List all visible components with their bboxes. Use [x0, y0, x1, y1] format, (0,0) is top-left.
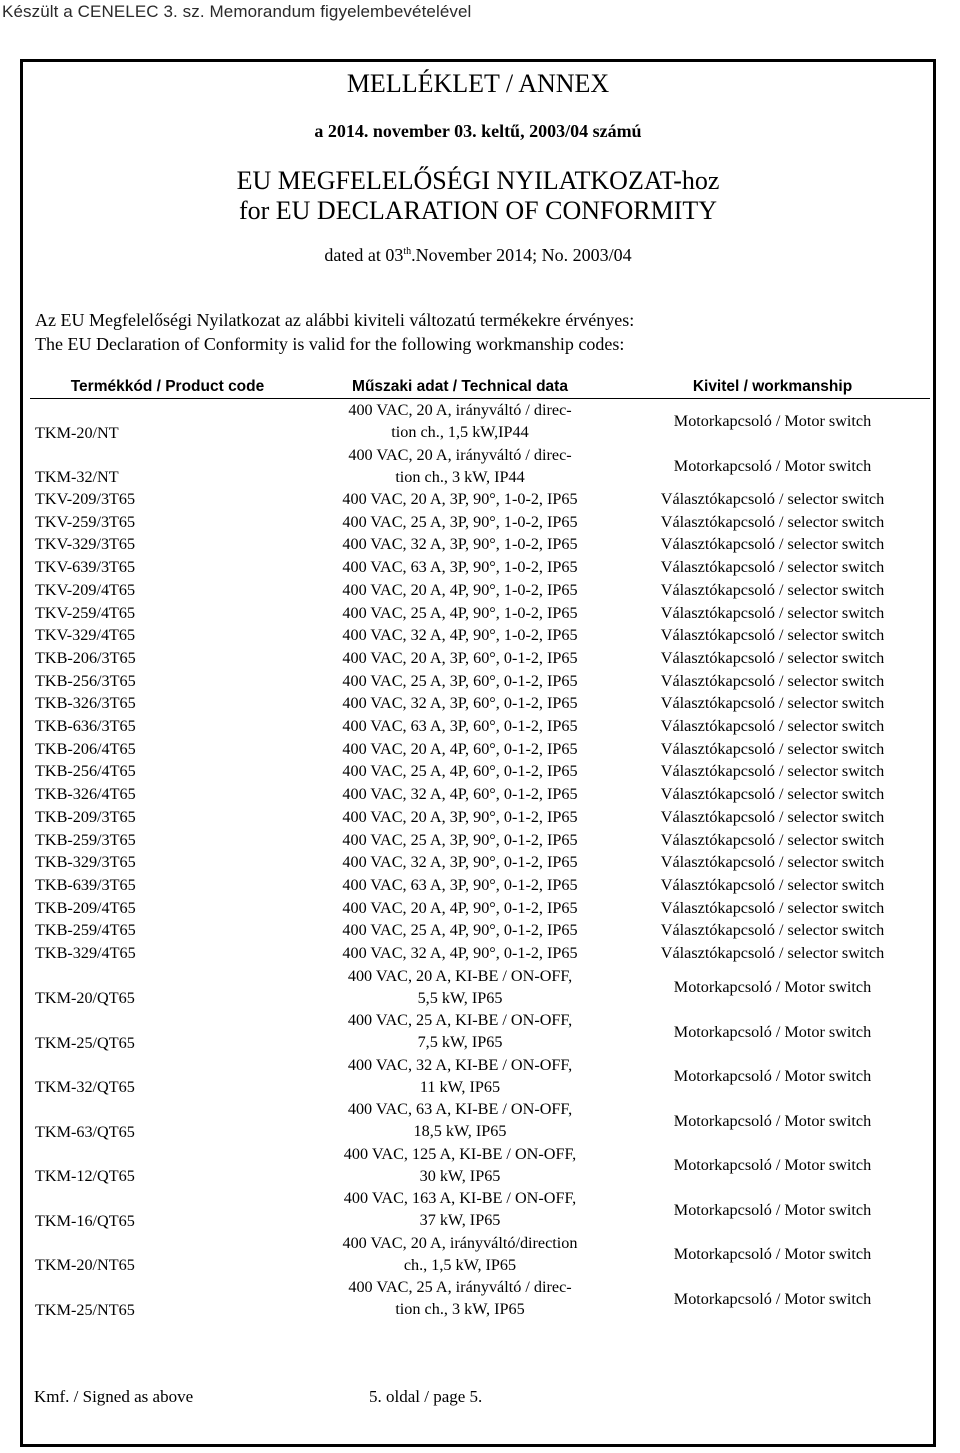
- workmanship-cell: Választókapcsoló / selector switch: [660, 558, 885, 577]
- product-code-cell: TKB-209/3T65: [35, 807, 136, 826]
- technical-data-cell: [305, 579, 615, 602]
- technical-data-line: 400 VAC, 25 A, irányváltó / direc-: [348, 1278, 572, 1297]
- workmanship-cell: Választókapcsoló / selector switch: [660, 944, 885, 963]
- header-technical-data: Műszaki adat / Technical data: [305, 376, 615, 399]
- workmanship-cell: Motorkapcsoló / Motor switch: [673, 1111, 872, 1130]
- technical-data-line: 5,5 kW, IP65: [417, 988, 503, 1007]
- technical-data-cell: [305, 1098, 615, 1143]
- table-row: [30, 1232, 930, 1277]
- table-row: [30, 942, 930, 965]
- technical-data-cell: [305, 602, 615, 625]
- technical-data-line: 400 VAC, 25 A, KI-BE / ON-OFF,: [347, 1011, 573, 1030]
- product-code-cell: TKB-256/4T65: [35, 762, 136, 781]
- table-row: [30, 783, 930, 806]
- product-code-cell: TKM-25/NT65: [35, 1300, 135, 1319]
- table-row: [30, 556, 930, 579]
- technical-data-cell: [305, 874, 615, 897]
- table-row: [30, 1143, 930, 1188]
- table-row: [30, 1187, 930, 1232]
- product-code-cell: TKB-209/4T65: [35, 898, 136, 917]
- technical-data-cell: [305, 715, 615, 738]
- product-code-cell: TKB-259/4T65: [35, 921, 136, 940]
- technical-data-line: 30 kW, IP65: [419, 1166, 501, 1185]
- technical-data-line: 18,5 kW, IP65: [413, 1122, 507, 1141]
- workmanship-cell: Választókapcsoló / selector switch: [660, 807, 885, 826]
- technical-data-cell: [305, 851, 615, 874]
- product-code-cell: TKV-209/4T65: [35, 580, 136, 599]
- workmanship-cell: Választókapcsoló / selector switch: [660, 626, 885, 645]
- technical-data-cell: [305, 829, 615, 852]
- table-row: [30, 444, 930, 489]
- table-row: [30, 738, 930, 761]
- technical-data-cell: [305, 647, 615, 670]
- table-header-row: [30, 376, 930, 399]
- product-code-cell: TKV-639/3T65: [35, 558, 136, 577]
- product-code-cell: TKB-329/3T65: [35, 853, 136, 872]
- technical-data-cell: [305, 1187, 615, 1232]
- workmanship-cell: Választókapcsoló / selector switch: [660, 671, 885, 690]
- technical-data-line: 400 VAC, 32 A, 3P, 90°, 1-0-2, IP65: [342, 535, 578, 554]
- table-row: [30, 1054, 930, 1099]
- technical-data-line: 400 VAC, 125 A, KI-BE / ON-OFF,: [343, 1144, 577, 1163]
- declaration-heading-en: for EU DECLARATION OF CONFORMITY: [238, 196, 718, 225]
- workmanship-cell: Motorkapcsoló / Motor switch: [673, 1022, 872, 1041]
- product-code-cell: TKB-259/3T65: [35, 830, 136, 849]
- technical-data-cell: [305, 897, 615, 920]
- product-code-cell: TKM-20/NT: [35, 423, 119, 442]
- technical-data-line: 400 VAC, 63 A, 3P, 60°, 0-1-2, IP65: [342, 717, 578, 736]
- header-product-code: Termékkód / Product code: [30, 376, 305, 399]
- workmanship-cell: Választókapcsoló / selector switch: [660, 785, 885, 804]
- workmanship-cell: Motorkapcsoló / Motor switch: [673, 456, 872, 475]
- technical-data-line: 11 kW, IP65: [419, 1077, 501, 1096]
- technical-data-line: 400 VAC, 32 A, 4P, 60°, 0-1-2, IP65: [342, 785, 578, 804]
- banner-text: Készült a CENELEC 3. sz. Memorandum figyelembevételével: [2, 2, 472, 21]
- annex-title: MELLÉKLET / ANNEX: [346, 69, 610, 98]
- workmanship-cell: Választókapcsoló / selector switch: [660, 603, 885, 622]
- product-code-cell: TKV-329/3T65: [35, 535, 136, 554]
- workmanship-cell: Választókapcsoló / selector switch: [660, 853, 885, 872]
- technical-data-line: 400 VAC, 32 A, 3P, 60°, 0-1-2, IP65: [342, 694, 578, 713]
- workmanship-cell: Választókapcsoló / selector switch: [660, 580, 885, 599]
- product-code-table: [30, 376, 930, 1321]
- table-row: [30, 851, 930, 874]
- workmanship-cell: Választókapcsoló / selector switch: [660, 512, 885, 531]
- product-code-cell: TKV-259/4T65: [35, 603, 136, 622]
- technical-data-cell: [305, 1054, 615, 1099]
- technical-data-line: 400 VAC, 63 A, 3P, 90°, 0-1-2, IP65: [342, 875, 578, 894]
- workmanship-cell: Motorkapcsoló / Motor switch: [673, 1200, 872, 1219]
- workmanship-cell: Választókapcsoló / selector switch: [660, 830, 885, 849]
- technical-data-line: tion ch., 1,5 kW,IP44: [391, 423, 529, 441]
- dated-line: [20, 245, 936, 266]
- technical-data-cell: [305, 965, 615, 1010]
- technical-data-line: 400 VAC, 25 A, 4P, 90°, 0-1-2, IP65: [342, 921, 578, 940]
- technical-data-line: tion ch., 3 kW, IP65: [395, 1300, 525, 1319]
- table-row: [30, 806, 930, 829]
- table-row: [30, 647, 930, 670]
- product-code-cell: TKM-63/QT65: [35, 1122, 135, 1141]
- technical-data-line: 400 VAC, 20 A, 3P, 90°, 1-0-2, IP65: [342, 490, 578, 508]
- technical-data-line: 400 VAC, 63 A, 3P, 90°, 1-0-2, IP65: [342, 558, 578, 577]
- technical-data-line: 400 VAC, 32 A, 3P, 90°, 0-1-2, IP65: [342, 853, 578, 872]
- product-code-cell: TKB-256/3T65: [35, 671, 136, 690]
- technical-data-line: 400 VAC, 20 A, 3P, 90°, 0-1-2, IP65: [342, 807, 578, 826]
- technical-data-cell: [305, 919, 615, 942]
- top-banner: [0, 0, 960, 28]
- technical-data-line: 400 VAC, 20 A, 4P, 60°, 0-1-2, IP65: [342, 739, 578, 758]
- workmanship-cell: Motorkapcsoló / Motor switch: [673, 1067, 872, 1086]
- technical-data-line: 400 VAC, 25 A, 3P, 90°, 0-1-2, IP65: [342, 830, 578, 849]
- workmanship-cell: Választókapcsoló / selector switch: [660, 739, 885, 758]
- technical-data-cell: [305, 942, 615, 965]
- workmanship-cell: Választókapcsoló / selector switch: [660, 717, 885, 736]
- product-code-cell: TKB-639/3T65: [35, 875, 136, 894]
- technical-data-cell: [305, 533, 615, 556]
- workmanship-cell: Választókapcsoló / selector switch: [660, 648, 885, 667]
- technical-data-cell: [305, 624, 615, 647]
- table-row: [30, 874, 930, 897]
- workmanship-cell: Motorkapcsoló / Motor switch: [673, 1156, 872, 1175]
- intro-english: The EU Declaration of Conformity is valid for the following workmanship codes:: [35, 334, 625, 354]
- product-code-cell: TKM-16/QT65: [35, 1211, 135, 1230]
- technical-data-cell: [305, 692, 615, 715]
- signed-note: Kmf. / Signed as above: [34, 1387, 194, 1406]
- technical-data-line: 400 VAC, 20 A, 4P, 90°, 0-1-2, IP65: [342, 898, 578, 917]
- technical-data-line: 400 VAC, 32 A, 4P, 90°, 0-1-2, IP65: [342, 944, 578, 963]
- table-row: [30, 760, 930, 783]
- technical-data-line: 400 VAC, 25 A, 4P, 60°, 0-1-2, IP65: [342, 762, 578, 781]
- technical-data-line: ch., 1,5 kW, IP65: [403, 1255, 517, 1274]
- table-row: [30, 1009, 930, 1054]
- table-row: [30, 624, 930, 647]
- technical-data-line: 400 VAC, 25 A, 4P, 90°, 1-0-2, IP65: [342, 603, 578, 622]
- technical-data-line: 400 VAC, 20 A, KI-BE / ON-OFF,: [347, 966, 573, 985]
- table-row: [30, 602, 930, 625]
- technical-data-cell: [305, 1232, 615, 1277]
- technical-data-line: 400 VAC, 20 A, irányváltó/direction: [342, 1233, 578, 1252]
- product-code-cell: TKV-329/4T65: [35, 626, 136, 645]
- dated-sup: th: [403, 246, 412, 257]
- dated-suffix: .November 2014; No. 2003/04: [411, 245, 632, 265]
- table-row: [30, 1276, 930, 1321]
- product-code-cell: TKM-32/NT: [35, 468, 119, 486]
- technical-data-cell: [305, 399, 615, 444]
- technical-data-line: 400 VAC, 32 A, KI-BE / ON-OFF,: [347, 1055, 573, 1074]
- technical-data-line: 400 VAC, 20 A, irányváltó / direc-: [348, 401, 572, 419]
- product-code-cell: TKB-206/4T65: [35, 739, 136, 758]
- technical-data-cell: [305, 488, 615, 511]
- table-row: [30, 488, 930, 511]
- technical-data-cell: [305, 738, 615, 761]
- technical-data-line: tion ch., 3 kW, IP44: [395, 467, 525, 486]
- technical-data-line: 37 kW, IP65: [419, 1211, 501, 1230]
- technical-data-cell: [305, 511, 615, 534]
- table-row: [30, 1098, 930, 1143]
- table-row: [30, 670, 930, 693]
- product-code-cell: TKM-20/NT65: [35, 1256, 135, 1275]
- technical-data-line: 400 VAC, 25 A, 3P, 90°, 1-0-2, IP65: [342, 512, 578, 531]
- annex-subtitle: a 2014. november 03. keltű, 2003/04 számú: [314, 121, 642, 141]
- product-code-cell: TKM-12/QT65: [35, 1167, 135, 1186]
- table-row: [30, 511, 930, 534]
- product-code-cell: TKM-25/QT65: [35, 1033, 135, 1052]
- table-row: [30, 919, 930, 942]
- technical-data-cell: [305, 1276, 615, 1321]
- product-code-cell: TKB-329/4T65: [35, 944, 136, 963]
- technical-data-line: 400 VAC, 20 A, 3P, 60°, 0-1-2, IP65: [342, 648, 578, 667]
- intro-hungarian: Az EU Megfelelőségi Nyilatkozat az alábbi kiviteli változatú termékekre érvényes:: [35, 310, 635, 330]
- declaration-heading-hu: EU MEGFELELŐSÉGI NYILATKOZAT-hoz: [236, 166, 720, 195]
- product-code-cell: TKM-32/QT65: [35, 1078, 135, 1097]
- workmanship-cell: Motorkapcsoló / Motor switch: [673, 978, 872, 997]
- technical-data-cell: [305, 556, 615, 579]
- workmanship-cell: Választókapcsoló / selector switch: [660, 875, 885, 894]
- workmanship-cell: Választókapcsoló / selector switch: [660, 694, 885, 713]
- table-row: [30, 965, 930, 1010]
- product-code-cell: TKB-326/3T65: [35, 694, 136, 713]
- dated-prefix: dated at 03: [324, 245, 404, 265]
- technical-data-cell: [305, 783, 615, 806]
- product-code-cell: TKM-20/QT65: [35, 989, 135, 1008]
- technical-data-line: 400 VAC, 163 A, KI-BE / ON-OFF,: [343, 1189, 577, 1208]
- technical-data-cell: [305, 670, 615, 693]
- product-code-cell: TKB-206/3T65: [35, 648, 136, 667]
- technical-data-line: 400 VAC, 32 A, 4P, 90°, 1-0-2, IP65: [342, 626, 578, 645]
- technical-data-line: 400 VAC, 20 A, 4P, 90°, 1-0-2, IP65: [342, 580, 578, 599]
- workmanship-cell: Választókapcsoló / selector switch: [660, 921, 885, 940]
- table-row: [30, 692, 930, 715]
- workmanship-cell: Választókapcsoló / selector switch: [660, 762, 885, 781]
- product-code-cell: TKB-326/4T65: [35, 785, 136, 804]
- technical-data-line: 400 VAC, 63 A, KI-BE / ON-OFF,: [347, 1100, 573, 1119]
- table-body: [30, 399, 930, 1321]
- technical-data-cell: [305, 806, 615, 829]
- workmanship-cell: Választókapcsoló / selector switch: [660, 535, 885, 554]
- workmanship-cell: Választókapcsoló / selector switch: [660, 490, 885, 508]
- header-workmanship: Kivitel / workmanship: [615, 376, 930, 399]
- table-row: [30, 533, 930, 556]
- technical-data-cell: [305, 1143, 615, 1188]
- technical-data-cell: [305, 760, 615, 783]
- product-code-cell: TKV-259/3T65: [35, 512, 136, 531]
- table-row: [30, 399, 930, 444]
- table-row: [30, 897, 930, 920]
- workmanship-cell: Motorkapcsoló / Motor switch: [673, 1245, 872, 1264]
- workmanship-cell: Motorkapcsoló / Motor switch: [673, 1289, 872, 1308]
- product-code-cell: TKB-636/3T65: [35, 717, 136, 736]
- page-number: 5. oldal / page 5.: [369, 1387, 483, 1406]
- technical-data-cell: [305, 1009, 615, 1054]
- technical-data-line: 400 VAC, 20 A, irányváltó / direc-: [348, 445, 572, 464]
- technical-data-line: 7,5 kW, IP65: [417, 1033, 503, 1052]
- technical-data-cell: [305, 444, 615, 489]
- workmanship-cell: Választókapcsoló / selector switch: [660, 898, 885, 917]
- product-code-cell: TKV-209/3T65: [35, 490, 136, 508]
- table-row: [30, 829, 930, 852]
- table-row: [30, 715, 930, 738]
- technical-data-line: 400 VAC, 25 A, 3P, 60°, 0-1-2, IP65: [342, 671, 578, 690]
- workmanship-cell: Motorkapcsoló / Motor switch: [673, 412, 872, 431]
- table-row: [30, 579, 930, 602]
